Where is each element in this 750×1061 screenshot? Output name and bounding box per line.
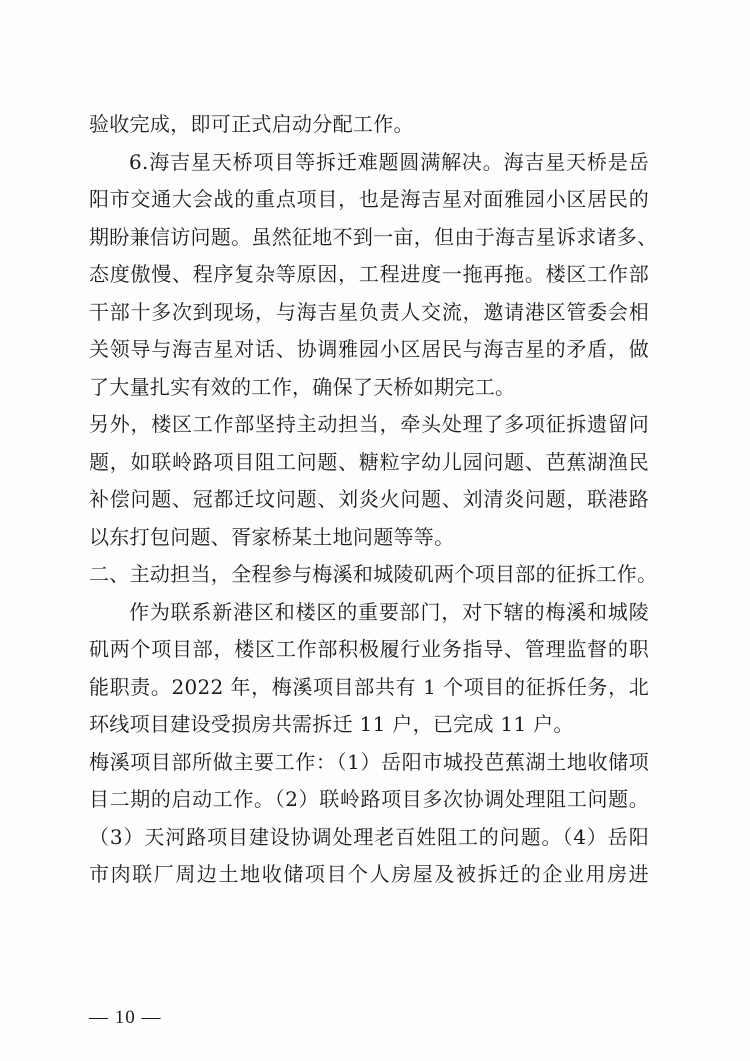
text-line: 态度傲慢、程序复杂等原因，工程进度一拖再拖。楼区工作部 [89, 262, 649, 286]
text-line: 阳市交通大会战的重点项目，也是海吉星对面雅园小区居民的 [89, 187, 649, 211]
text-line: 了大量扎实有效的工作，确保了天桥如期完工。 [89, 374, 516, 399]
text-line: 干部十多次到现场，与海吉星负责人交流，邀请港区管委会相 [89, 299, 649, 324]
body-text [89, 106, 658, 894]
text-line: 能职责。2022 年，梅溪项目部共有 1 个项目的征拆任务，北 [89, 674, 649, 699]
text-line: 关领导与海吉星对话、协调雅园小区居民与海吉星的矛盾，做 [89, 337, 649, 361]
text-line: 环线项目建设受损房共需拆迁 11 户，已完成 11 户。 [89, 712, 574, 736]
text-line: 梅溪项目部所做主要工作：（1）岳阳市城投芭蕉湖土地收储项 [89, 749, 649, 774]
text-line: 矶两个项目部，楼区工作部积极履行业务指导、管理监督的职 [89, 637, 649, 661]
text-line: 另外，楼区工作部坚持主动担当，牵头处理了多项征拆遗留问 [89, 412, 649, 436]
text-line: 题，如联岭路项目阻工问题、糖粒字幼儿园问题、芭蕉湖渔民 [89, 449, 649, 474]
text-line: 作为联系新港区和楼区的重要部门，对下辖的梅溪和城陵 [129, 599, 649, 624]
text-line: （3）天河路项目建设协调处理老百姓阻工的问题。（4）岳阳 [89, 824, 649, 849]
text-line: 6.海吉星天桥项目等拆迁难题圆满解决。海吉星天桥是岳 [129, 149, 649, 174]
text-line: 市肉联厂周边土地收储项目个人房屋及被拆迁的企业用房进 [89, 862, 649, 886]
text-line: 目二期的启动工作。（2）联岭路项目多次协调处理阻工问题。 [89, 787, 649, 811]
section-heading: 二、主动担当，全程参与梅溪和城陵矶两个项目部的征拆工作。 [89, 562, 658, 586]
text-line: 补偿问题、冠都迁坟问题、刘炎火问题、刘清炎问题，联港路 [89, 487, 649, 511]
text-line: 验收完成，即可正式启动分配工作。 [89, 112, 414, 136]
page-number: — 10 — [89, 1007, 162, 1028]
text-line: 以东打包问题、胥家桥某土地问题等等。 [89, 524, 455, 549]
text-line: 期盼兼信访问题。虽然征地不到一亩，但由于海吉星诉求诸多、 [89, 224, 658, 249]
